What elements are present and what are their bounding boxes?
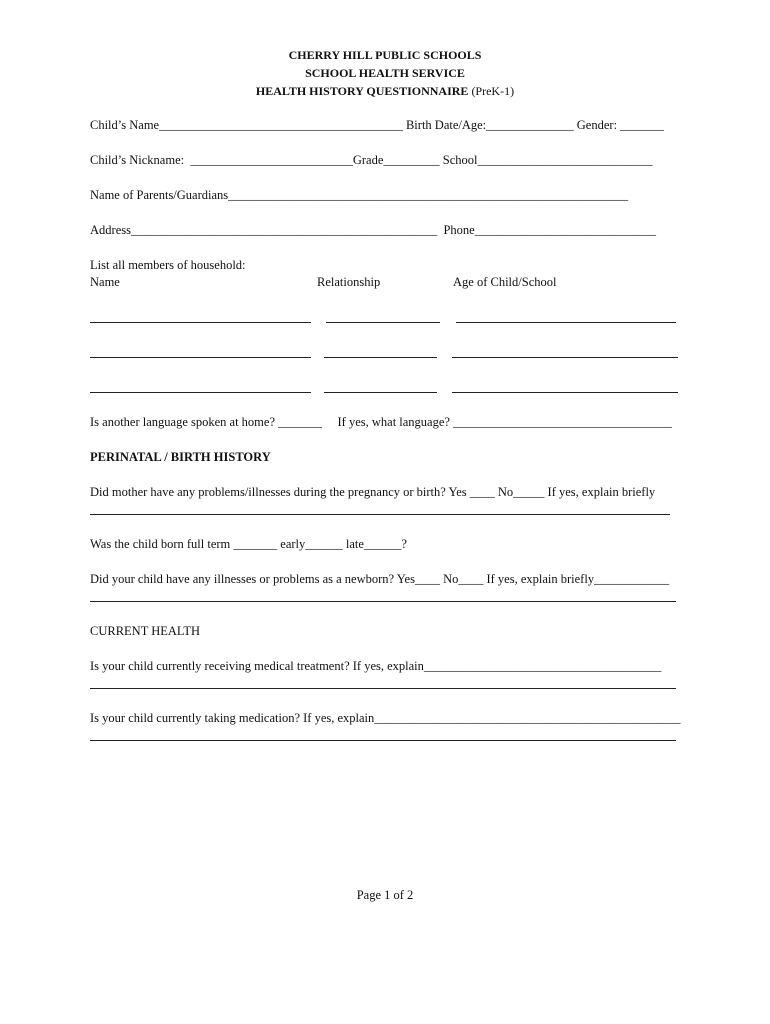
household-age-blank[interactable]	[452, 392, 678, 393]
nickname-field-row[interactable]: Child’s Nickname: __________________________Grade_________ School____________________________	[90, 153, 653, 167]
perinatal-heading: PERINATAL / BIRTH HISTORY	[90, 450, 271, 464]
perinatal-question-newborn[interactable]: Did your child have any illnesses or problems as a newborn? Yes____ No____ If yes, explain briefly____________	[90, 572, 670, 586]
perinatal-explain-blank[interactable]	[90, 514, 670, 515]
household-name-blank[interactable]	[90, 322, 311, 323]
household-relationship-blank[interactable]	[324, 357, 437, 358]
page-number: Page 1 of 2	[356, 888, 414, 902]
household-col-age: Age of Child/School	[453, 275, 557, 289]
perinatal-question-pregnancy[interactable]: Did mother have any problems/illnesses during the pregnancy or birth? Yes ____ No_____ If yes, explain briefly	[90, 485, 656, 499]
form-title	[0, 83, 770, 99]
household-relationship-blank[interactable]	[326, 322, 440, 323]
form-title-main: HEALTH HISTORY QUESTIONNAIRE	[255, 84, 469, 98]
current-health-heading: CURRENT HEALTH	[90, 624, 201, 638]
treatment-explain-blank[interactable]	[90, 688, 676, 689]
service-title: SCHOOL HEALTH SERVICE	[305, 66, 465, 80]
household-name-blank[interactable]	[90, 357, 311, 358]
current-question-treatment[interactable]: Is your child currently receiving medical treatment? If yes, explain______________________________________	[90, 659, 662, 673]
address-field-row[interactable]: Address_________________________________________________ Phone_____________________________	[90, 223, 656, 237]
household-relationship-blank[interactable]	[324, 392, 437, 393]
household-intro: List all members of household:	[90, 258, 246, 272]
household-age-blank[interactable]	[456, 322, 676, 323]
household-name-blank[interactable]	[90, 392, 311, 393]
household-col-relationship: Relationship	[317, 275, 381, 289]
household-age-blank[interactable]	[452, 357, 678, 358]
language-question[interactable]: Is another language spoken at home? _______ If yes, what language? ___________________________________	[90, 415, 672, 429]
household-col-name: Name	[90, 275, 120, 289]
perinatal-question-term[interactable]: Was the child born full term _______ early______ late______?	[90, 537, 407, 551]
current-question-medication[interactable]: Is your child currently taking medication? If yes, explain_________________________________________________	[90, 711, 681, 725]
newborn-explain-blank[interactable]	[90, 601, 676, 602]
medication-explain-blank[interactable]	[90, 740, 676, 741]
form-title-grade: (PreK-1)	[468, 84, 515, 98]
child-name-field-row[interactable]: Child’s Name_______________________________________ Birth Date/Age:______________ Gender: _______	[90, 118, 664, 132]
parents-field-row[interactable]: Name of Parents/Guardians________________________________________________________________	[90, 188, 629, 202]
district-title: CHERRY HILL PUBLIC SCHOOLS	[288, 48, 482, 62]
